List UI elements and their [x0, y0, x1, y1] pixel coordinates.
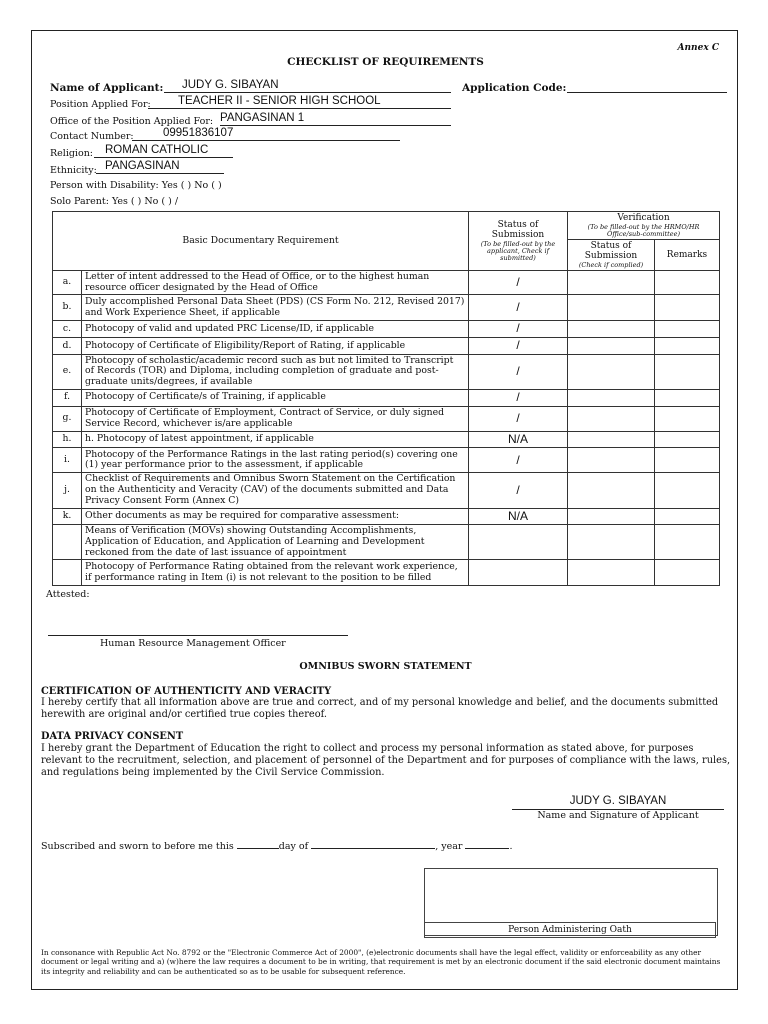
row-remarks-cell[interactable]: [655, 354, 720, 389]
footer-note: In consonance with Republic Act No. 8792 or the "Electronic Commerce Act of 2000", (e)electronic documents shall have the legal effect, validity or enforceability as any other document or legal writing and a) (w)here the law requires a document to be in writing, that requirement is met by an electronic document if the said electronic document maintains its integrity and reliability and can be authenticated so as to be usable for subsequent reference.: [41, 948, 721, 976]
table-row: [53, 431, 720, 448]
row-verification-cell[interactable]: [568, 448, 655, 473]
name-label: Name of Applicant:: [50, 82, 164, 94]
verification-status-text: Status of Submission: [584, 241, 638, 262]
row-requirement: Photocopy of Performance Rating obtained from the relevant work experience, if performance rating in Item (i) is not relevant to the position to be filled: [82, 560, 469, 586]
row-status-cell[interactable]: /: [469, 270, 568, 294]
cav-title: CERTIFICATION OF AUTHENTICITY AND VERACITY: [41, 686, 332, 697]
row-requirement: h. Photocopy of latest appointment, if applicable: [82, 431, 469, 448]
subscribed-text-1: Subscribed and sworn to before me this: [41, 841, 234, 852]
contact-field[interactable]: 09951836107: [163, 127, 234, 139]
status-header: [469, 212, 568, 271]
dpc-title: DATA PRIVACY CONSENT: [41, 731, 184, 742]
row-remarks-cell[interactable]: [655, 406, 720, 431]
row-verification-cell[interactable]: [568, 525, 655, 560]
row-letter: g.: [53, 406, 82, 431]
row-verification-cell[interactable]: [568, 431, 655, 448]
row-verification-cell[interactable]: [568, 270, 655, 294]
row-requirement: Letter of intent addressed to the Head of Office, or to the highest human resource officer designated by the Head of Office: [82, 270, 469, 294]
row-status-cell[interactable]: /: [469, 354, 568, 389]
row-status-cell[interactable]: N/A: [469, 508, 568, 525]
row-verification-cell[interactable]: [568, 321, 655, 338]
row-requirement: Means of Verification (MOVs) showing Outstanding Accomplishments, Application of Education, and Application of Learning and Development reckoned from the date of last issuance of appointment: [82, 525, 469, 560]
row-remarks-cell[interactable]: [655, 389, 720, 406]
row-requirement: Duly accomplished Personal Data Sheet (PDS) (CS Form No. 212, Revised 2017) and Work Experience Sheet, if applicable: [82, 295, 469, 321]
row-verification-cell[interactable]: [568, 295, 655, 321]
verification-header-note: (To be filled-out by the HRMO/HR Office/sub-committee): [587, 222, 700, 238]
row-letter: b.: [53, 295, 82, 321]
row-status-cell[interactable]: /: [469, 389, 568, 406]
row-remarks-cell[interactable]: [655, 431, 720, 448]
table-row: [53, 338, 720, 355]
row-letter: c.: [53, 321, 82, 338]
row-status-cell[interactable]: [469, 525, 568, 560]
row-verification-cell[interactable]: [568, 508, 655, 525]
row-letter: d.: [53, 338, 82, 355]
row-letter: f.: [53, 389, 82, 406]
requirement-header: Basic Documentary Requirement: [53, 212, 469, 271]
subscribed-text-2: day of: [278, 841, 309, 852]
row-requirement: Other documents as may be required for comparative assessment:: [82, 508, 469, 525]
row-status-cell[interactable]: /: [469, 321, 568, 338]
row-letter: h.: [53, 431, 82, 448]
row-verification-cell[interactable]: [568, 338, 655, 355]
row-requirement: Photocopy of the Performance Ratings in the last rating period(s) covering one (1) year performance prior to the assessment, if applicable: [82, 448, 469, 473]
verification-status-header: [568, 240, 655, 271]
table-row: [53, 321, 720, 338]
table-row: [53, 473, 720, 508]
row-verification-cell[interactable]: [568, 354, 655, 389]
requirements-table: [52, 211, 720, 586]
row-remarks-cell[interactable]: [655, 473, 720, 508]
attested-label: Attested:: [46, 589, 90, 600]
form-title: CHECKLIST OF REQUIREMENTS: [287, 56, 484, 68]
row-status-cell[interactable]: /: [469, 448, 568, 473]
row-verification-cell[interactable]: [568, 389, 655, 406]
row-remarks-cell[interactable]: [655, 338, 720, 355]
row-letter: [53, 525, 82, 560]
table-row: [53, 295, 720, 321]
office-label: Office of the Position Applied For:: [50, 116, 214, 127]
row-letter: i.: [53, 448, 82, 473]
position-label: Position Applied For:: [50, 99, 151, 110]
row-verification-cell[interactable]: [568, 406, 655, 431]
row-status-cell[interactable]: [469, 560, 568, 586]
remarks-header: Remarks: [655, 240, 720, 271]
day-blank[interactable]: [237, 848, 279, 849]
contact-label: Contact Number:: [50, 131, 134, 142]
year-blank[interactable]: [465, 848, 509, 849]
religion-label: Religion:: [50, 148, 94, 159]
row-requirement: Photocopy of Certificate of Employment, Contract of Service, or duly signed Service Record, whichever is/are applicable: [82, 406, 469, 431]
religion-field[interactable]: ROMAN CATHOLIC: [105, 144, 209, 156]
row-requirement: Photocopy of Certificate of Eligibility/Report of Rating, if applicable: [82, 338, 469, 355]
row-status-cell[interactable]: /: [469, 295, 568, 321]
row-remarks-cell[interactable]: [655, 270, 720, 294]
status-header-note: (To be filled-out by the applicant, Check if submitted): [480, 239, 556, 262]
omnibus-title: OMNIBUS SWORN STATEMENT: [299, 661, 472, 672]
verification-header: [568, 212, 720, 240]
table-row: [53, 560, 720, 586]
row-status-cell[interactable]: /: [469, 473, 568, 508]
hrmo-label: Human Resource Management Officer: [100, 638, 286, 649]
office-field[interactable]: PANGASINAN 1: [220, 112, 305, 124]
subscribed-line: [41, 841, 513, 852]
dpc-text: I hereby grant the Department of Education the right to collect and process my personal information as stated above, for purposes relevant to the recruitment, selection, and placement of personnel of the Department and for purposes of compliance with the laws, rules, and regulations being implemented by the Civil Service Commission.: [41, 743, 731, 778]
application-code-label: Application Code:: [462, 82, 567, 94]
cav-text: I hereby certify that all information above are true and correct, and of my personal knowledge and belief, and the documents submitted herewith are original and/or certified true copies thereof.: [41, 697, 719, 720]
row-verification-cell[interactable]: [568, 560, 655, 586]
oath-label: Person Administering Oath: [424, 922, 716, 938]
table-row: [53, 525, 720, 560]
row-remarks-cell[interactable]: [655, 525, 720, 560]
row-verification-cell[interactable]: [568, 473, 655, 508]
verification-status-note: (Check if complied): [578, 260, 644, 269]
table-row: [53, 406, 720, 431]
table-row: [53, 508, 720, 525]
row-letter: j.: [53, 473, 82, 508]
ethnicity-label: Ethnicity:: [50, 165, 97, 176]
row-requirement: Checklist of Requirements and Omnibus Sworn Statement on the Certification on the Authenticity and Veracity (CAV) of the documents submitted and Data Privacy Consent Form (Annex C): [82, 473, 469, 508]
row-status-cell[interactable]: /: [469, 406, 568, 431]
row-status-cell[interactable]: /: [469, 338, 568, 355]
signature-label: Name and Signature of Applicant: [537, 810, 699, 821]
name-field[interactable]: JUDY G. SIBAYAN: [182, 79, 279, 91]
row-remarks-cell[interactable]: [655, 295, 720, 321]
month-blank[interactable]: [311, 848, 435, 849]
row-requirement: Photocopy of scholastic/academic record such as but not limited to Transcript of Records (TOR) and Diploma, including completion of graduate and post-graduate units/degrees, if available: [82, 354, 469, 389]
annex-label: Annex C: [677, 43, 719, 53]
status-header-text: Status of Submission: [491, 219, 545, 241]
row-requirement: Photocopy of valid and updated PRC License/ID, if applicable: [82, 321, 469, 338]
position-field[interactable]: TEACHER II - SENIOR HIGH SCHOOL: [178, 95, 381, 107]
row-remarks-cell[interactable]: [655, 508, 720, 525]
row-letter: e.: [53, 354, 82, 389]
row-letter: a.: [53, 270, 82, 294]
signature-name[interactable]: JUDY G. SIBAYAN: [569, 795, 667, 807]
ethnicity-field[interactable]: PANGASINAN: [105, 160, 180, 172]
row-remarks-cell[interactable]: [655, 448, 720, 473]
subscribed-text-4: .: [509, 841, 513, 852]
row-status-cell[interactable]: N/A: [469, 431, 568, 448]
table-row: [53, 354, 720, 389]
row-remarks-cell[interactable]: [655, 321, 720, 338]
row-remarks-cell[interactable]: [655, 560, 720, 586]
row-requirement: Photocopy of Certificate/s of Training, if applicable: [82, 389, 469, 406]
subscribed-text-3: , year: [435, 841, 463, 852]
row-letter: k.: [53, 508, 82, 525]
verification-header-text: Verification: [617, 213, 670, 224]
table-row: [53, 270, 720, 294]
row-letter: [53, 560, 82, 586]
table-row: [53, 448, 720, 473]
table-row: [53, 389, 720, 406]
pwd-field[interactable]: Person with Disability: Yes ( ) No ( ): [50, 180, 222, 191]
checklist-form: [31, 30, 738, 990]
solo-parent-field[interactable]: Solo Parent: Yes ( ) No ( ) /: [50, 196, 179, 207]
